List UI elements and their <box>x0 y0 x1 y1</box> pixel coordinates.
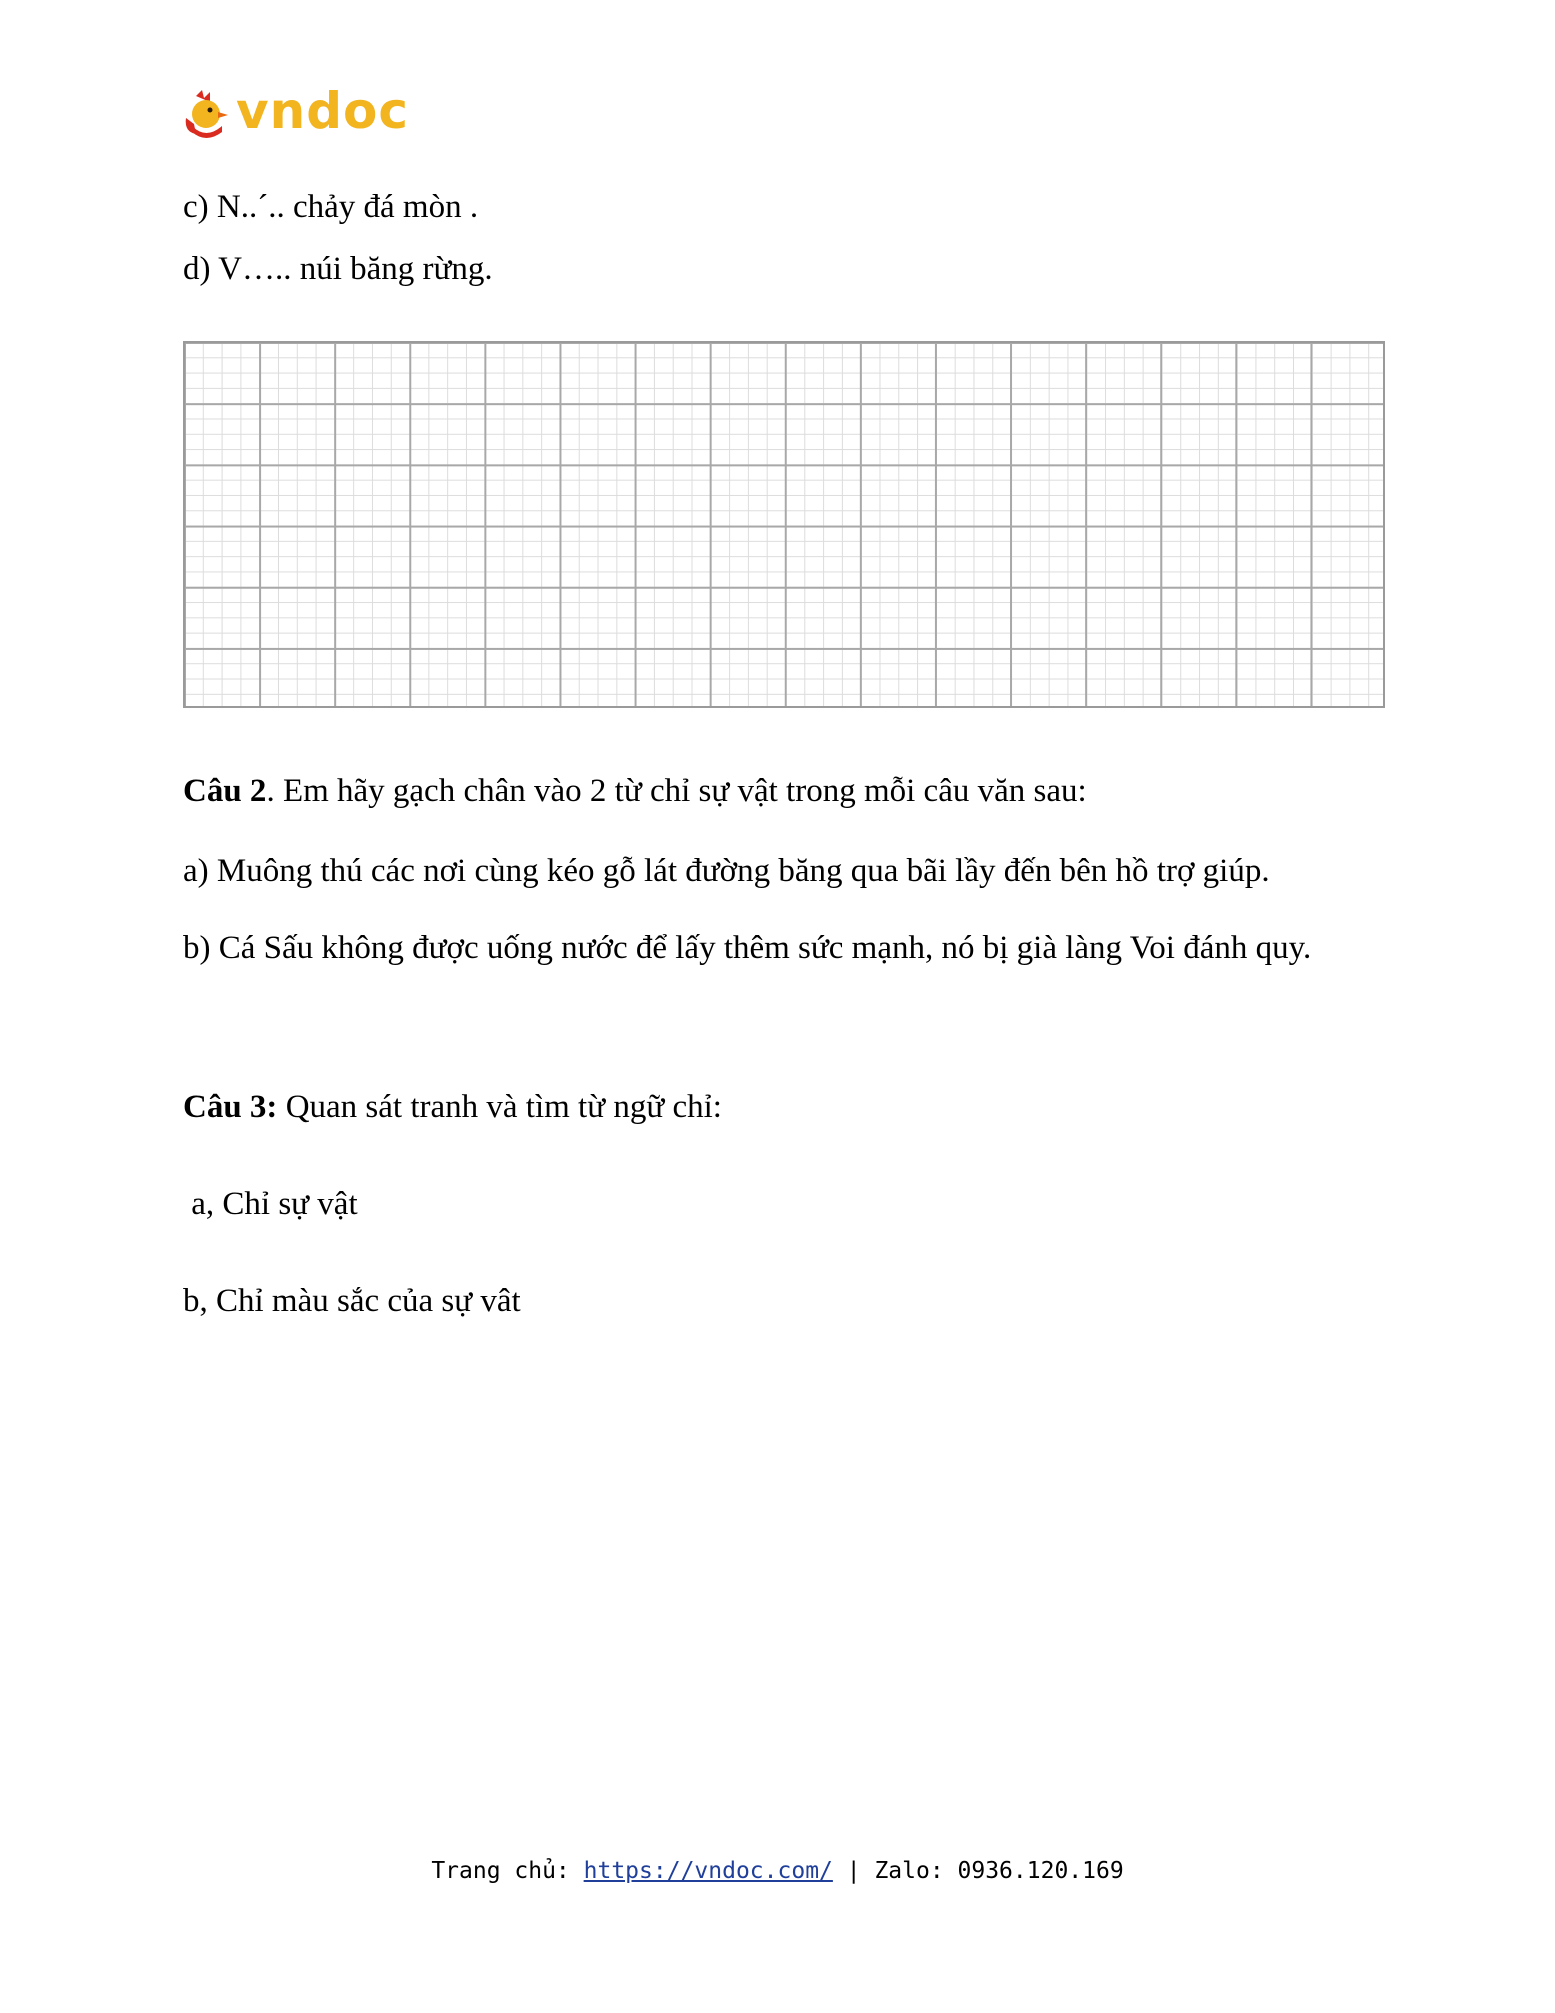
question-2-item-a: a) Muông thú các nơi cùng kéo gỗ lát đường băng qua bãi lầy đến bên hồ trợ giúp. <box>183 853 1270 889</box>
footer-contact: Zalo: 0936.120.169 <box>874 1858 1124 1884</box>
homepage-link[interactable]: https://vndoc.com/ <box>583 1858 833 1884</box>
logo-wordmark: vndoc <box>236 82 409 140</box>
exercise-item-c: c) N..´.. chảy đá mòn . <box>183 189 479 225</box>
footer-separator: | <box>832 1858 875 1884</box>
question-3-heading <box>183 1076 1385 1138</box>
handwriting-practice-grid <box>183 341 1385 708</box>
question-2-heading <box>183 760 1385 822</box>
question-3-label: Câu 3: <box>183 1089 278 1125</box>
rooster-mascot-icon <box>182 88 234 140</box>
page-footer <box>0 1858 1555 1884</box>
exercise-item-d: d) V….. núi băng rừng. <box>183 251 493 287</box>
question-2-item-b: b) Cá Sấu không được uống nước để lấy thêm sức mạnh, nó bị già làng Voi đánh quy. <box>183 930 1312 966</box>
question-3-prompt: Quan sát tranh và tìm từ ngữ chỉ: <box>277 1089 722 1125</box>
question-2-prompt: . Em hãy gạch chân vào 2 từ chỉ sự vật trong mỗi câu văn sau: <box>266 773 1087 809</box>
vndoc-logo[interactable] <box>182 82 414 144</box>
footer-prefix: Trang chủ: <box>431 1858 584 1884</box>
question-2-label: Câu 2 <box>183 773 267 809</box>
question-3-item-a: a, Chỉ sự vật <box>183 1186 358 1222</box>
question-3-item-b: b, Chỉ màu sắc của sự vât <box>183 1283 521 1319</box>
